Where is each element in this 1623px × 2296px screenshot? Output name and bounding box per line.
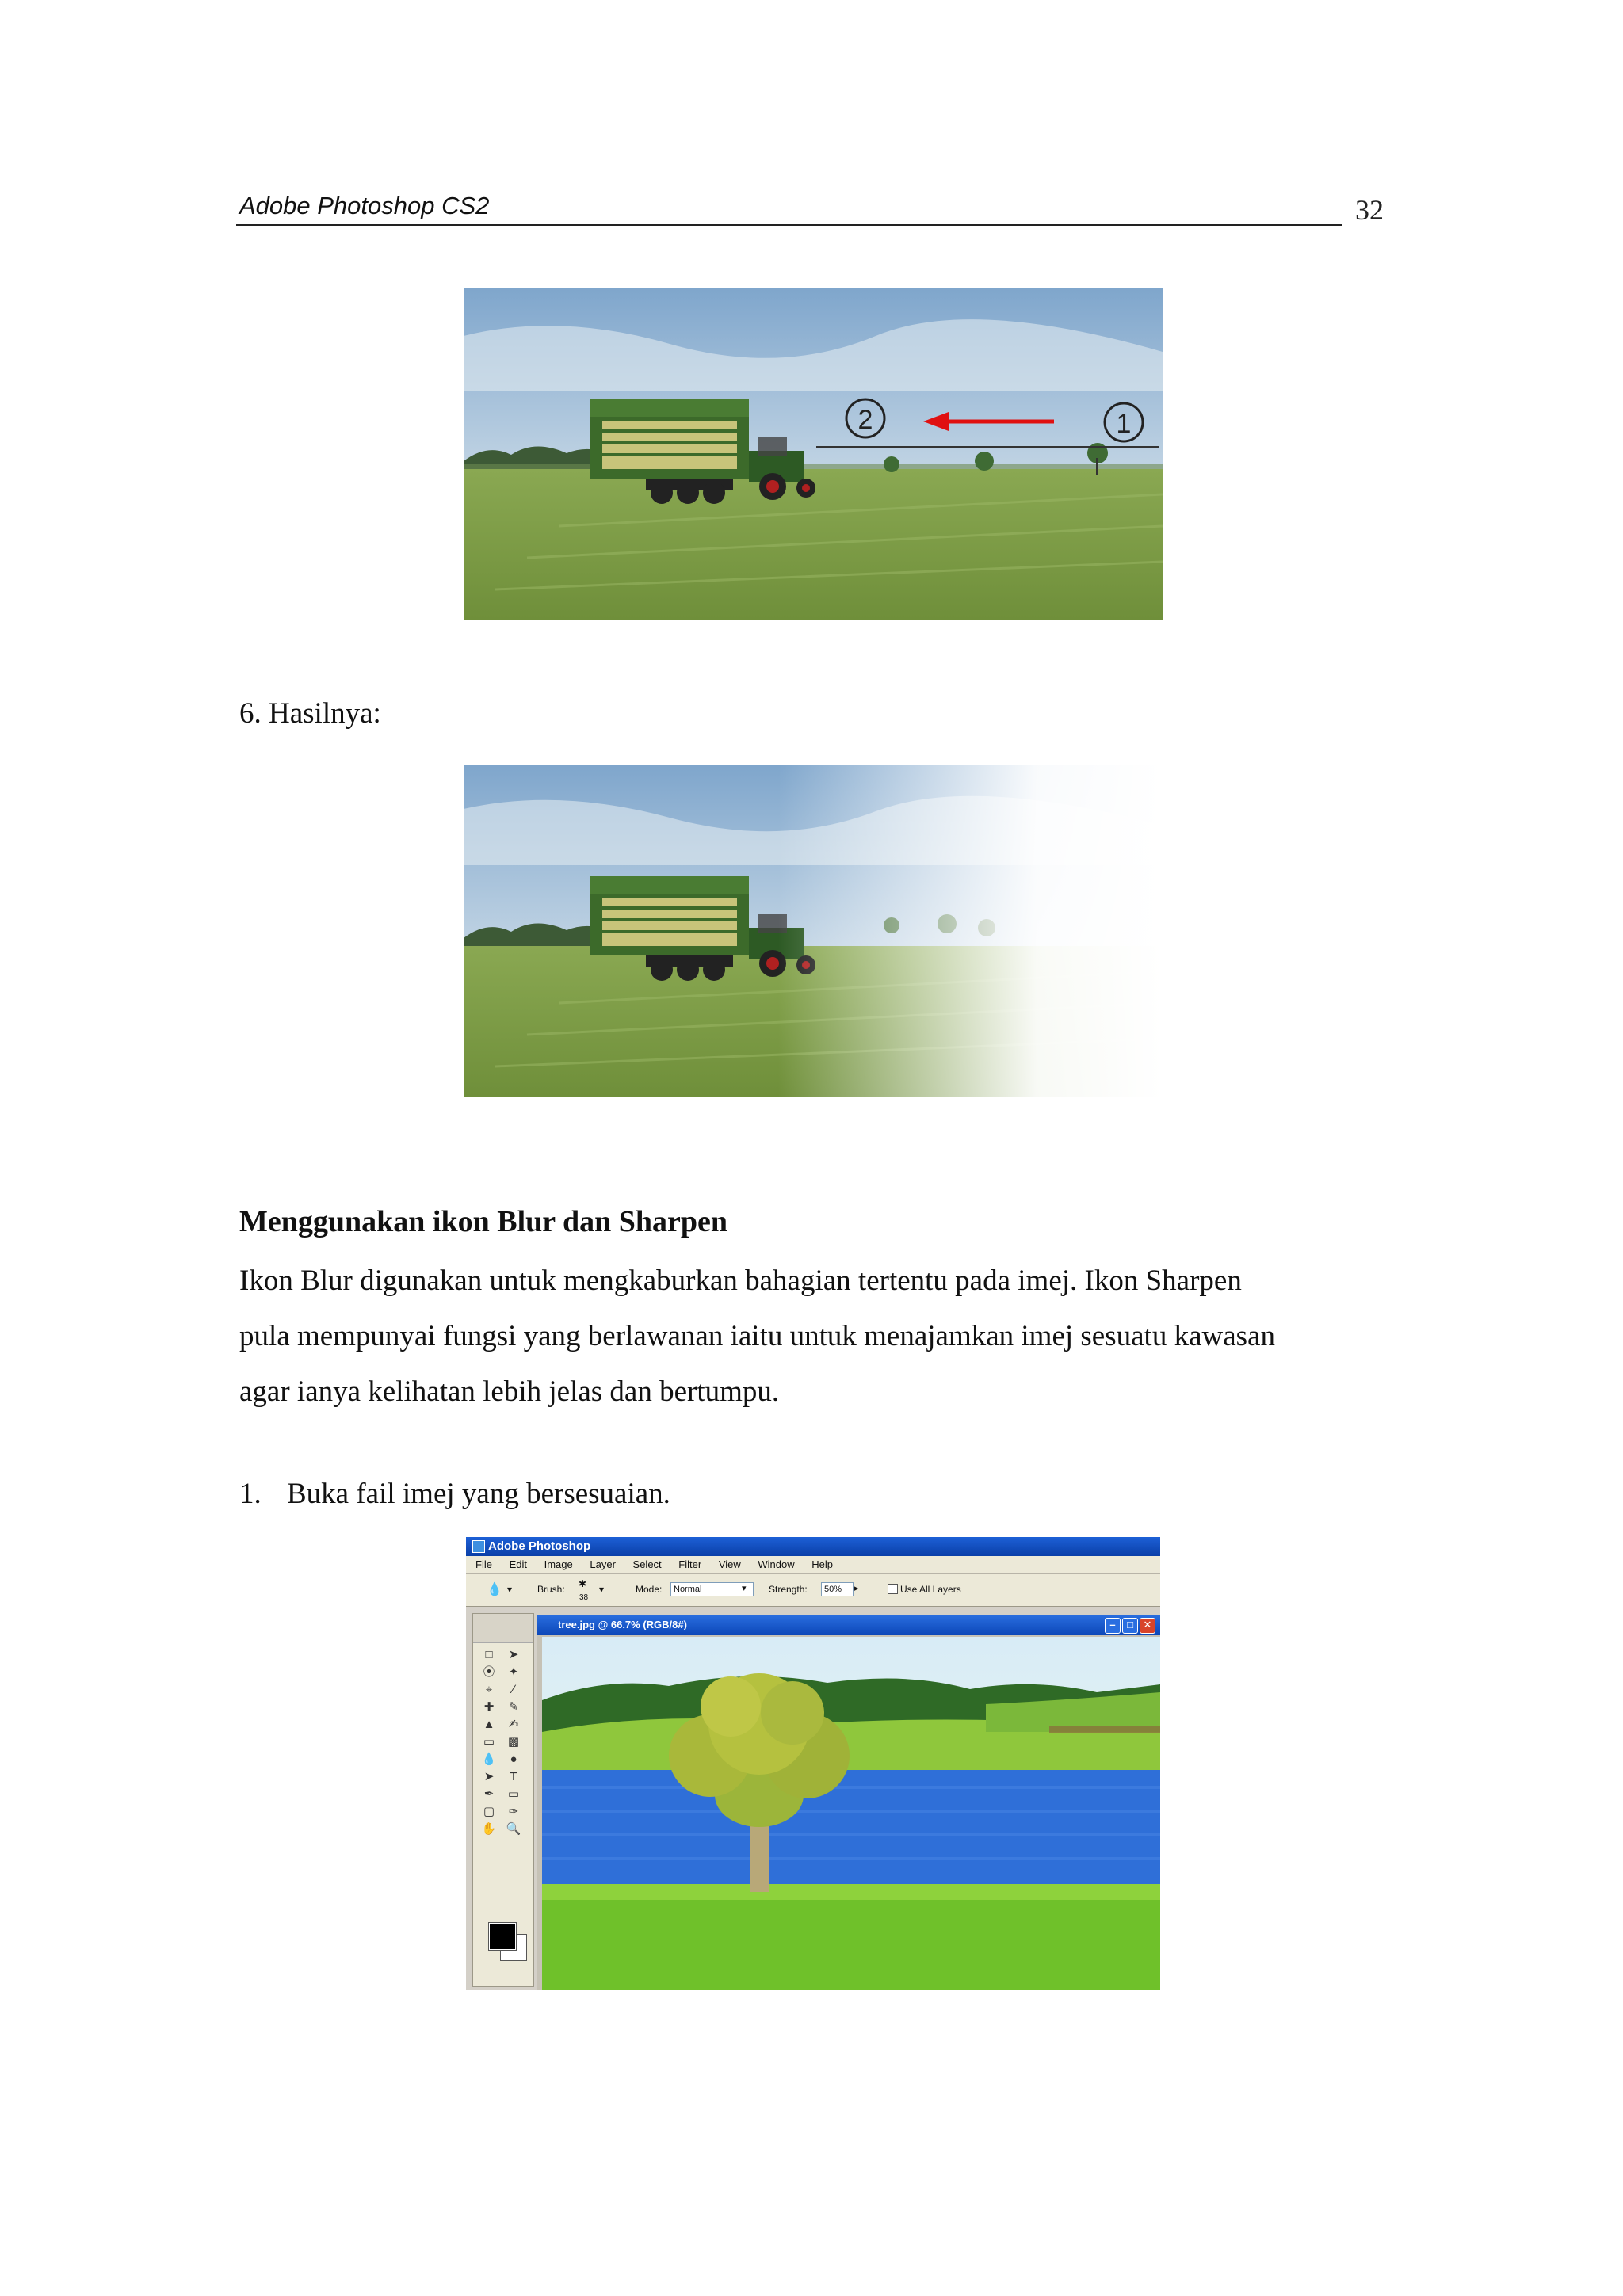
step1-text: Buka fail imej yang bersesuaian. [287, 1478, 670, 1510]
figure-tractor-result [464, 765, 1163, 1097]
menu-image[interactable]: Image [544, 1558, 573, 1570]
menu-filter[interactable]: Filter [678, 1558, 702, 1570]
document-title-bar [537, 1615, 1160, 1635]
close-button[interactable]: ✕ [1140, 1618, 1155, 1634]
pen-icon[interactable]: ✒ [483, 1787, 495, 1801]
document-window [537, 1615, 1160, 1990]
lasso-icon[interactable]: ⦿ [483, 1665, 495, 1679]
foreground-color-swatch[interactable] [489, 1923, 516, 1950]
options-bar [466, 1573, 1160, 1607]
mode-label: Mode: [636, 1584, 663, 1595]
menu-view[interactable]: View [718, 1558, 741, 1570]
figure-tractor-with-markers [464, 288, 1163, 620]
healing-icon[interactable]: ✚ [483, 1700, 495, 1714]
path-select-icon[interactable]: ➤ [483, 1770, 495, 1783]
menu-bar [466, 1556, 1160, 1573]
menu-window[interactable]: Window [758, 1558, 795, 1570]
step1 [239, 1477, 670, 1511]
blur-tool-icon[interactable]: 💧 [487, 1583, 502, 1596]
type-icon[interactable]: T [510, 1770, 517, 1783]
brush-size: 38 [579, 1593, 589, 1602]
photoshop-window [466, 1537, 1160, 1990]
eraser-icon[interactable]: ▭ [483, 1735, 495, 1749]
menu-edit[interactable]: Edit [509, 1558, 527, 1570]
document-title: tree.jpg @ 66.7% (RGB/8#) [558, 1619, 687, 1630]
app-title-bar [466, 1537, 1160, 1556]
strength-slider-arrow-icon[interactable]: ▸ [854, 1584, 859, 1593]
step6-label: 6. Hasilnya: [239, 697, 381, 730]
paragraph-line: agar ianya kelihatan lebih jelas dan bertumpu. [239, 1375, 780, 1408]
marker-2: 2 [857, 405, 873, 435]
section-paragraph [239, 1253, 1396, 1420]
photoshop-app-icon [472, 1540, 485, 1553]
step1-number: 1. [239, 1478, 262, 1510]
header-rule [236, 224, 1342, 226]
tree-image [542, 1637, 1160, 1990]
use-all-layers-checkbox[interactable] [888, 1584, 898, 1594]
mode-chevron-icon[interactable]: ▾ [742, 1584, 747, 1593]
shape-icon[interactable]: ▭ [507, 1787, 520, 1801]
slice-icon[interactable]: ∕ [512, 1683, 515, 1696]
header-title: Adobe Photoshop CS2 [239, 192, 490, 219]
blur-icon[interactable]: 💧 [481, 1753, 497, 1766]
strength-input[interactable]: 50% [821, 1582, 854, 1596]
marquee-icon[interactable]: □ [485, 1648, 493, 1661]
eyedropper-icon[interactable]: ✑ [508, 1805, 519, 1818]
brush-label: Brush: [537, 1584, 565, 1595]
hand-icon[interactable]: ✋ [481, 1822, 497, 1836]
toolbox-header [473, 1614, 533, 1643]
use-all-layers-label: Use All Layers [900, 1584, 961, 1595]
notes-icon[interactable]: ▢ [483, 1805, 495, 1818]
menu-select[interactable]: Select [632, 1558, 662, 1570]
page-number: 32 [1355, 194, 1384, 226]
app-title: Adobe Photoshop [488, 1539, 591, 1553]
move-icon[interactable]: ➤ [508, 1648, 519, 1661]
section-heading: Menggunakan ikon Blur dan Sharpen [239, 1205, 727, 1238]
stamp-icon[interactable]: ▲ [483, 1718, 495, 1731]
brush-icon[interactable]: ✎ [508, 1700, 519, 1714]
magic-wand-icon[interactable]: ✦ [508, 1665, 519, 1679]
mode-select[interactable]: Normal [670, 1582, 754, 1596]
paragraph-line: Ikon Blur digunakan untuk mengkaburkan bahagian tertentu pada imej. Ikon Sharpen [239, 1264, 1242, 1297]
brush-preview-icon[interactable]: ✱ [579, 1578, 587, 1589]
menu-help[interactable]: Help [812, 1558, 834, 1570]
menu-layer[interactable]: Layer [590, 1558, 616, 1570]
zoom-icon[interactable]: 🔍 [506, 1822, 521, 1836]
gradient-icon[interactable]: ▩ [507, 1735, 520, 1749]
maximize-button[interactable]: □ [1122, 1618, 1138, 1634]
brush-picker-chevron-icon[interactable]: ▾ [599, 1584, 605, 1595]
menu-file[interactable]: File [475, 1558, 492, 1570]
crop-icon[interactable]: ⌖ [485, 1683, 493, 1696]
toolbox [472, 1613, 534, 1987]
paragraph-line: pula mempunyai fungsi yang berlawanan iaitu untuk menajamkan imej sesuatu kawasan [239, 1320, 1275, 1352]
history-brush-icon[interactable]: ✍ [508, 1718, 519, 1731]
dodge-icon[interactable]: ● [510, 1753, 517, 1766]
strength-label: Strength: [769, 1584, 808, 1595]
minimize-button[interactable]: – [1105, 1618, 1121, 1634]
tool-preset-chevron-icon[interactable]: ▾ [507, 1584, 513, 1595]
marker-1: 1 [1116, 409, 1132, 439]
